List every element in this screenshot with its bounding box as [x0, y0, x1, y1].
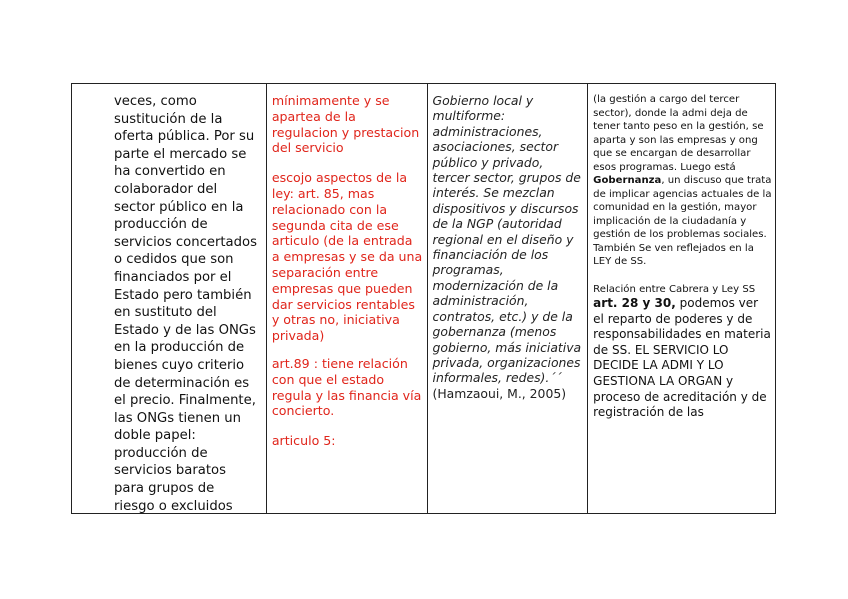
- cell-content: [267, 84, 427, 513]
- cell-content: [588, 84, 775, 513]
- column-3-paragraph: [433, 93, 584, 401]
- text-segment-bold: art. 28 y 30,: [593, 296, 676, 310]
- table-row: [72, 84, 776, 514]
- document-table: [71, 83, 776, 514]
- table-cell-column-4: [588, 84, 776, 514]
- text-segment: (la gestión a cargo del tercer sector), donde la admi deja de tener tanto peso en la gestión, se aparta y son las empresas y ong que se encargan de desarrollar esos programas. Luego está: [593, 94, 764, 173]
- column-1-paragraph: [114, 93, 258, 513]
- text-segment-bold: Gobernanza: [593, 175, 662, 186]
- column-4-paragraph: [593, 283, 772, 297]
- column-2-paragraph: [272, 356, 423, 419]
- cell-content: [428, 84, 588, 513]
- text-segment: mínimamente y se apartea de la regulacion y prestacion del servicio: [271, 93, 420, 156]
- text-segment: escojo aspectos de la ley: art. 85, mas relacionado con la segunda cita de ese articulo (de la entrada a empresas y se da una separación entre empresas que pueden dar servicios rentables y otras no, iniciativa privada): [271, 170, 423, 344]
- table-cell-column-3: [427, 84, 588, 514]
- text-segment: podemos ver el reparto de poderes y de responsabilidades en materia de SS. EL SERVICIO LO DECIDE LA ADMI Y LO GESTIONA LA ORGAN y proceso de acreditación y de registración de las: [593, 296, 771, 420]
- text-segment: , un discuso que trata de implicar agencias actuales de la comunidad en la gestión, mayor implicación de la ciudadanía y gestión de los problemas sociales. También Se ven reflejados en la LEY de SS.: [593, 175, 772, 267]
- text-segment: articulo 5:: [271, 433, 336, 449]
- column-2-paragraph: [272, 433, 423, 449]
- text-segment: art.89 : tiene relación con que el estado regula y las financia vía concierto.: [271, 355, 422, 419]
- column-2-paragraph: [272, 170, 423, 344]
- table-cell-column-1: [72, 84, 267, 514]
- table-cell-column-2: [266, 84, 427, 514]
- column-4-paragraph: [593, 93, 772, 269]
- text-segment: Relación entre Cabrera y Ley SS: [593, 283, 756, 295]
- citation-text: (Hamzaoui, M., 2005): [432, 385, 567, 401]
- text-segment: veces, como sustitución de la oferta pública. Por su parte el mercado se ha convertido en colaborador del sector público en la producción de servicios concertados o cedidos que son financiados por el Estado pero también en sustituto del Estado y de las ONGs en la producción de bienes cuyo criterio de determinación es el precio. Finalmente, las ONGs tienen un doble papel: producción de servicios baratos para grupos de riesgo o excluidos: [114, 94, 257, 513]
- text-segment-italic: Gobierno local y multiforme: administraciones, asociaciones, sector público y privado, tercer sector, grupos de interés. Se mezclan dispositivos y discursos de la NGP (autoridad regional en el diseño y financiación de los programas, modernización de la administración, contratos, etc.) y de la gobernanza (menos gobierno, más iniciativa privada, organizaciones informales, redes).´´: [432, 93, 582, 386]
- column-4-paragraph: [593, 296, 772, 421]
- cell-content: [72, 84, 266, 513]
- column-2-paragraph: [272, 93, 423, 156]
